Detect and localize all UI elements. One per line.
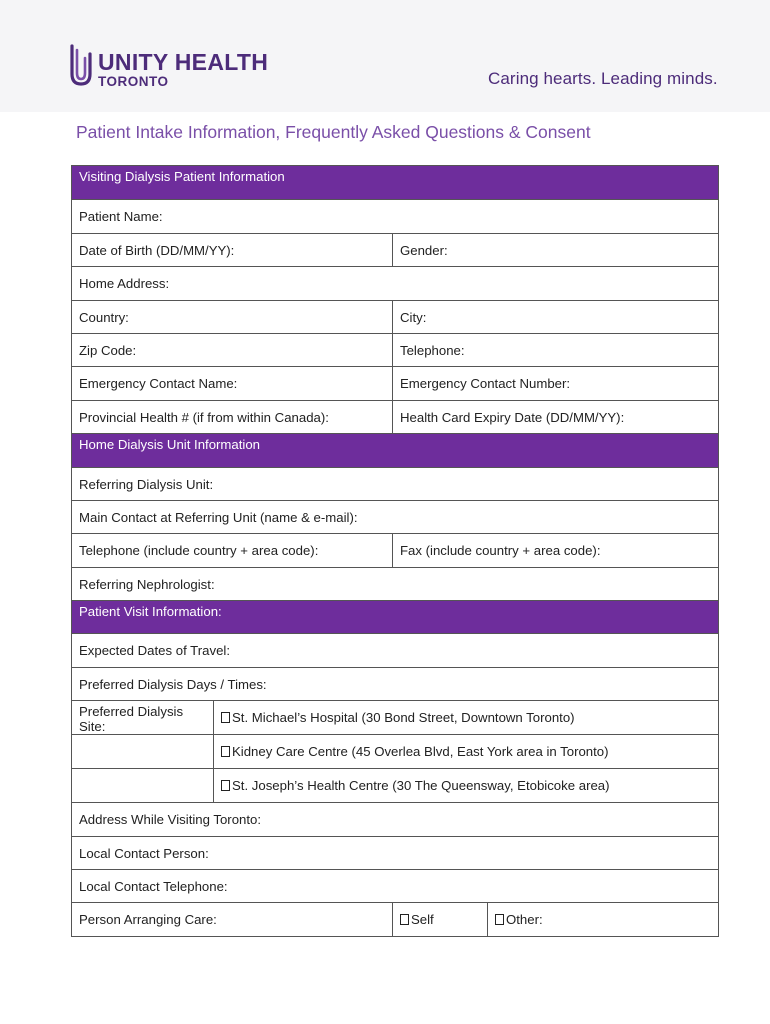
travel-dates-field[interactable]: Expected Dates of Travel:	[79, 643, 230, 659]
form-row	[72, 233, 718, 266]
arranging-care-other-option[interactable]	[487, 903, 718, 935]
form-row	[72, 633, 718, 666]
address-visiting-field[interactable]: Address While Visiting Toronto:	[79, 812, 262, 828]
checkbox-icon[interactable]	[221, 780, 230, 791]
local-phone-field[interactable]: Local Contact Telephone:	[79, 879, 228, 895]
form-row	[72, 199, 718, 232]
logo-title: UNITY HEALTH	[98, 49, 269, 75]
checkbox-icon[interactable]	[221, 746, 230, 757]
site-label-spacer	[72, 735, 213, 768]
referring-unit-field[interactable]: Referring Dialysis Unit:	[79, 476, 214, 492]
tagline: Caring hearts. Leading minds.	[488, 69, 718, 88]
preferred-days-field[interactable]: Preferred Dialysis Days / Times:	[79, 676, 267, 692]
form-row	[72, 836, 718, 869]
unity-health-logo-icon	[66, 44, 96, 90]
form-row	[72, 667, 718, 700]
form-row	[72, 500, 718, 533]
local-contact-field[interactable]: Local Contact Person:	[79, 845, 209, 861]
preferred-site-label: Preferred Dialysis Site:	[79, 704, 184, 735]
form-row	[72, 768, 718, 802]
form-row	[72, 802, 718, 835]
arranging-care-self-option[interactable]	[392, 903, 487, 935]
dob-field[interactable]: Date of Birth (DD/MM/YY):	[79, 242, 235, 258]
country-field[interactable]: Country:	[79, 309, 129, 325]
logo-subtitle: TORONTO	[98, 74, 169, 89]
city-field[interactable]: City:	[392, 301, 718, 333]
nephrologist-field[interactable]: Referring Nephrologist:	[79, 576, 215, 592]
zip-code-field[interactable]: Zip Code:	[79, 342, 137, 358]
intake-form	[71, 165, 719, 937]
section-header-visiting	[72, 166, 718, 199]
checkbox-icon[interactable]	[495, 914, 504, 925]
form-row	[72, 400, 718, 433]
form-row	[72, 333, 718, 366]
home-address-field[interactable]: Home Address:	[79, 276, 170, 292]
unit-telephone-field[interactable]: Telephone (include country + area code):	[79, 543, 319, 559]
site-option-st-michaels[interactable]	[213, 701, 718, 734]
patient-name-field[interactable]: Patient Name:	[79, 209, 163, 225]
site-option-label: St. Joseph’s Health Centre (30 The Queensway, Etobicoke area)	[232, 778, 610, 794]
section-title: Home Dialysis Unit Information	[79, 437, 261, 453]
form-row	[72, 467, 718, 500]
form-row	[72, 567, 718, 600]
site-option-label: St. Michael’s Hospital (30 Bond Street, Downtown Toronto)	[232, 710, 575, 726]
form-row	[72, 266, 718, 299]
form-row	[72, 533, 718, 566]
site-option-kidney-care[interactable]	[213, 734, 718, 768]
form-row	[72, 366, 718, 399]
gender-field[interactable]: Gender:	[392, 234, 718, 266]
site-label-spacer	[72, 769, 213, 802]
option-label: Self	[411, 912, 434, 928]
section-header-visit	[72, 600, 718, 633]
document-title: Patient Intake Information, Frequently Asked Questions & Consent	[76, 122, 591, 142]
unity-health-logo	[66, 44, 276, 92]
main-contact-field[interactable]: Main Contact at Referring Unit (name & e-mail):	[79, 509, 358, 525]
section-title: Visiting Dialysis Patient Information	[79, 169, 285, 184]
form-row	[72, 700, 718, 734]
form-row	[72, 869, 718, 902]
option-label: Other:	[506, 912, 543, 928]
section-title: Patient Visit Information:	[79, 604, 222, 620]
form-row	[72, 734, 718, 768]
telephone-field[interactable]: Telephone:	[392, 334, 718, 366]
form-row	[72, 300, 718, 333]
site-option-label: Kidney Care Centre (45 Overlea Blvd, East York area in Toronto)	[232, 744, 609, 760]
unit-fax-field[interactable]: Fax (include country + area code):	[392, 534, 718, 566]
checkbox-icon[interactable]	[221, 712, 230, 723]
section-header-home-unit	[72, 433, 718, 466]
provincial-health-field[interactable]: Provincial Health # (if from within Canada):	[79, 409, 329, 425]
checkbox-icon[interactable]	[400, 914, 409, 925]
site-option-st-josephs[interactable]	[213, 769, 718, 802]
emergency-contact-number-field[interactable]: Emergency Contact Number:	[392, 367, 718, 399]
health-card-expiry-field[interactable]: Health Card Expiry Date (DD/MM/YY):	[392, 401, 718, 433]
form-row	[72, 902, 718, 935]
arranging-care-label: Person Arranging Care:	[79, 912, 217, 928]
emergency-contact-name-field[interactable]: Emergency Contact Name:	[79, 376, 238, 392]
